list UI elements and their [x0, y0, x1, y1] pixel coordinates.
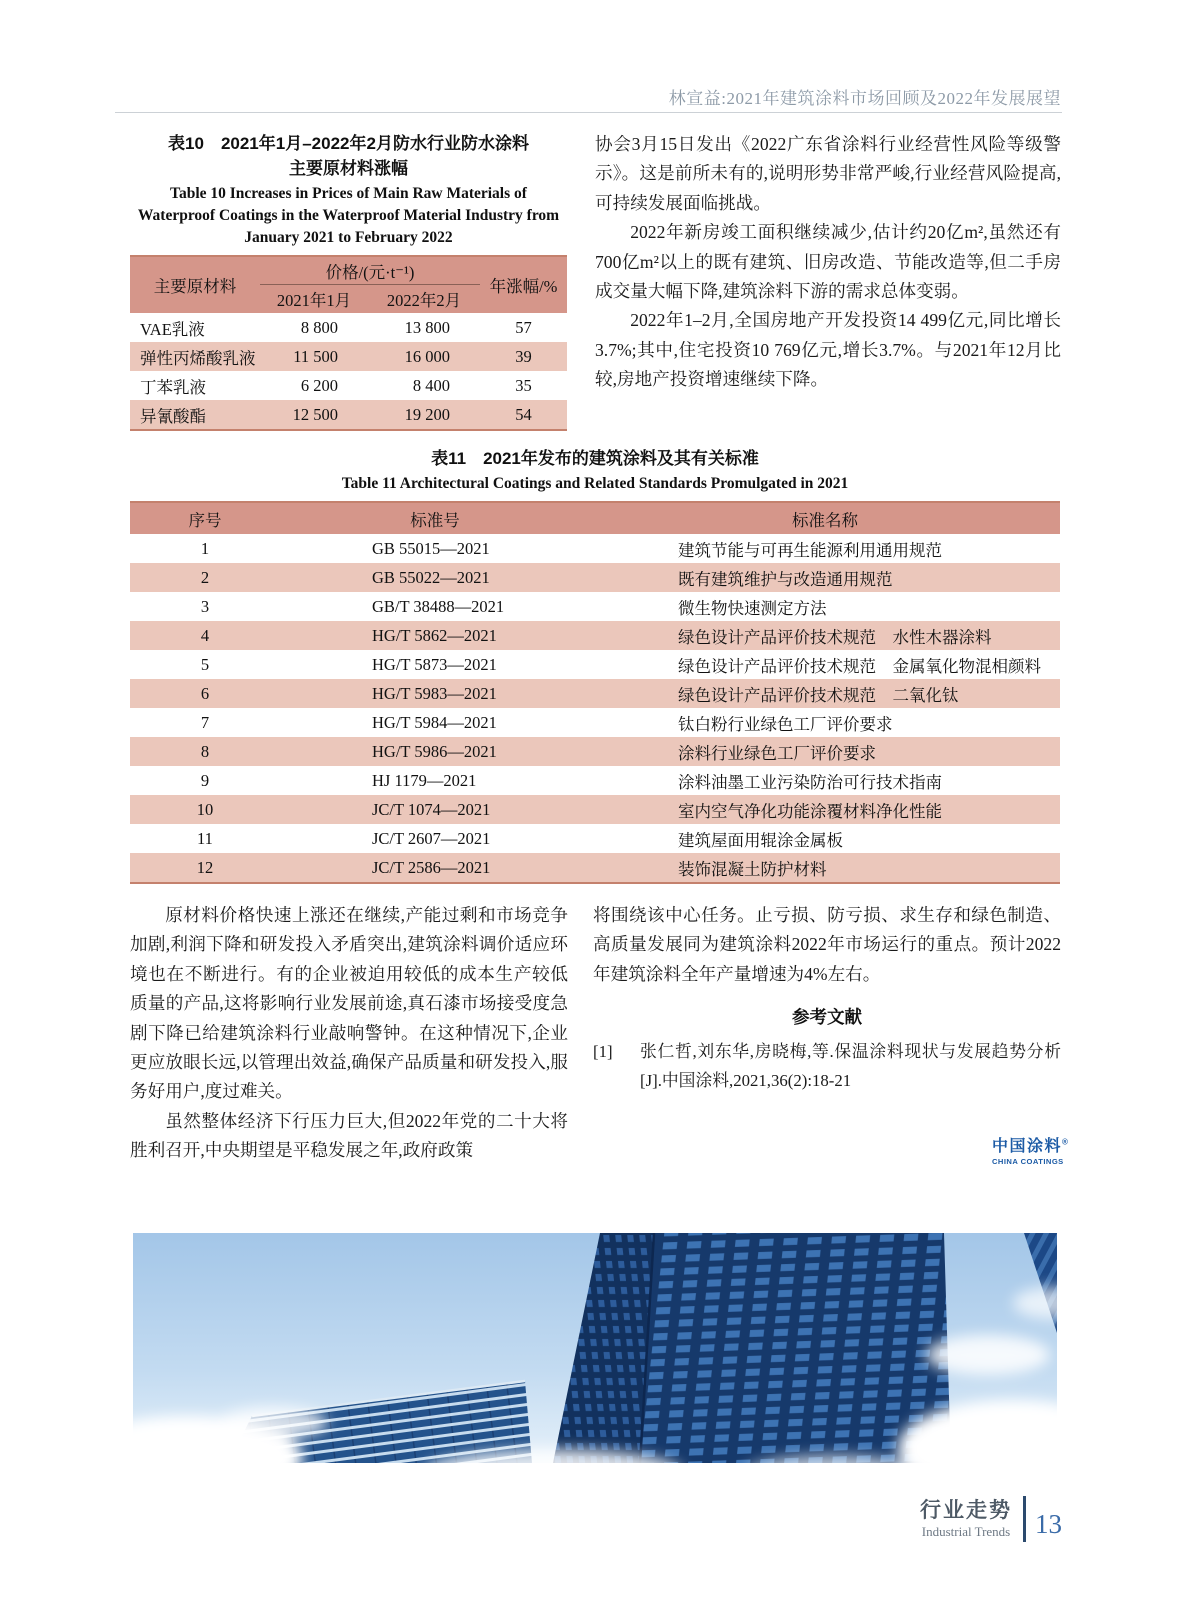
table-row: 10 JC/T 1074—2021 室内空气净化功能涂覆材料净化性能: [130, 795, 1060, 824]
body-column-right: [593, 901, 1061, 1095]
intro-column: [595, 130, 1061, 395]
reference-text: 张仁哲,刘东华,房晓梅,等.保温涂料现状与发展趋势分析[J].中国涂料,2021,36(2):18-21: [640, 1042, 1061, 1090]
table10-title-en: Table 10 Increases in Prices of Main Raw Materials of Waterproof Coatings in the Waterproof Material Industry from January 2021 to February 2022: [137, 185, 560, 246]
table11-title-cn: 表11 2021年发布的建筑涂料及其有关标准: [431, 449, 759, 468]
table10-title-cn: 表10 2021年1月–2022年2月防水行业防水涂料: [168, 134, 529, 153]
table-row: 5 HG/T 5873—2021 绿色设计产品评价技术规范 金属氧化物混相颜料: [200, 654, 1041, 676]
table10: [130, 255, 567, 431]
reference-item: [593, 1038, 1061, 1095]
table10-section: [130, 131, 567, 431]
table-row: 弹性丙烯酸乳液 11 500 16 000 39: [130, 342, 567, 371]
footer-section-en: Industrial Trends: [921, 1523, 1011, 1539]
references-heading: 参考文献: [792, 1007, 862, 1028]
table10-col-2022: 2022年2月: [368, 285, 480, 314]
table11-title-en: Table 11 Architectural Coatings and Related Standards Promulgated in 2021: [341, 475, 849, 492]
table-row: 8 HG/T 5986—2021 涂料行业绿色工厂评价要求: [130, 737, 1060, 766]
table-row: 9 HJ 1179—2021 涂料油墨工业污染防治可行技术指南: [200, 770, 942, 792]
running-head: 林宣益:2021年建筑涂料市场回顾及2022年发展展望: [668, 89, 1061, 108]
paragraph: 2022年1–2月,全国房地产开发投资14 499亿元,同比增长3.7%;其中,住宅投资10 769亿元,增长3.7%。与2021年12月比较,房地产投资增速继续下降。: [595, 310, 1061, 390]
body-column-left: [130, 901, 568, 1166]
table-row: VAE乳液 8 800 13 800 57: [140, 317, 532, 339]
footer-section: [920, 1499, 1012, 1540]
china-coatings-logo: [992, 1133, 1082, 1166]
buildings-photo-svg: [133, 1233, 1057, 1463]
table10-col-material: 主要原材料: [130, 256, 260, 313]
page-number: 13: [1035, 1508, 1062, 1539]
table-row: 4 HG/T 5862—2021 绿色设计产品评价技术规范 水性木器涂料: [130, 621, 1060, 650]
table10-col-2021: 2021年1月: [260, 285, 368, 314]
paragraph: 协会3月15日发出《2022广东省涂料行业经营性风险等级警示》。这是前所未有的,说明形势非常严峻,行业经营风险提高,可持续发展面临挑战。: [595, 134, 1061, 213]
paragraph: 将围绕该中心任务。止亏损、防亏损、求生存和绿色制造、高质量发展同为建筑涂料2022年市场运行的重点。预计2022年建筑涂料全年产量增速为4%左右。: [593, 905, 1061, 984]
tower-right-face: [640, 1233, 951, 1463]
table-row: 7 HG/T 5984—2021 钛白粉行业绿色工厂评价要求: [200, 712, 893, 734]
table10-title-cn-2: 主要原材料涨幅: [289, 159, 408, 178]
registered-mark-icon: ®: [1062, 1137, 1068, 1147]
table11-col-no: 序号: [130, 502, 280, 534]
table11-col-name: 标准名称: [590, 502, 1060, 534]
table11-section: [130, 446, 1060, 884]
table11: [130, 501, 1060, 884]
paragraph: 虽然整体经济下行压力巨大,但2022年党的二十大将胜利召开,中央期望是平稳发展之年,政府政策: [130, 1110, 568, 1161]
table-row: 2 GB 55022—2021 既有建筑维护与改造通用规范: [130, 563, 1060, 592]
table-row: 12 JC/T 2586—2021 装饰混凝土防护材料: [130, 853, 1060, 883]
table10-col-increase: 年涨幅/%: [480, 256, 567, 313]
paragraph: 2022年新房竣工面积继续减少,估计约20亿m²,虽然还有700亿m²以上的既有建筑、旧房改造、节能改造等,但二手房成交量大幅下降,建筑涂料下游的需求总体变弱。: [595, 222, 1061, 302]
page-footer: [920, 1496, 1062, 1542]
table-row: 6 HG/T 5983—2021 绿色设计产品评价技术规范 二氧化钛: [130, 679, 1060, 708]
table-row: 丁苯乳液 6 200 8 400 35: [140, 375, 532, 397]
table10-col-price: 价格/(元·t⁻¹): [260, 256, 480, 285]
table-row: 异氰酸酯 12 500 19 200 54: [130, 400, 567, 430]
logo-en-text: CHINA COATINGS: [992, 1157, 1064, 1166]
footer-divider: [1023, 1496, 1026, 1542]
reference-label: [1]: [593, 1042, 613, 1062]
footer-section-cn: 行业走势: [920, 1498, 1012, 1522]
logo-cn-text: 中国涂料®: [992, 1137, 1068, 1155]
paragraph: 原材料价格快速上涨还在继续,产能过剩和市场竞争加剧,利润下降和研发投入矛盾突出,建筑涂料调价适应环境也在不断进行。有的企业被迫用较低的成本生产较低质量的产品,这将影响行业发展前途,真石漆市场接受度急剧下降已给建筑涂料行业敲响警钟。在这种情况下,企业更应放眼长远,以管理出效益,确保产品质量和研发投入,服务好用户,度过难关。: [130, 905, 568, 1102]
table11-col-code: 标准号: [280, 502, 590, 534]
buildings-photo: [133, 1233, 1057, 1463]
table-row: 3 GB/T 38488—2021 微生物快速测定方法: [200, 596, 827, 618]
table-row: 1 GB 55015—2021 建筑节能与可再生能源利用通用规范: [200, 538, 942, 560]
header-rule: [115, 112, 1062, 113]
table-row: 11 JC/T 2607—2021 建筑屋面用辊涂金属板: [197, 828, 843, 850]
